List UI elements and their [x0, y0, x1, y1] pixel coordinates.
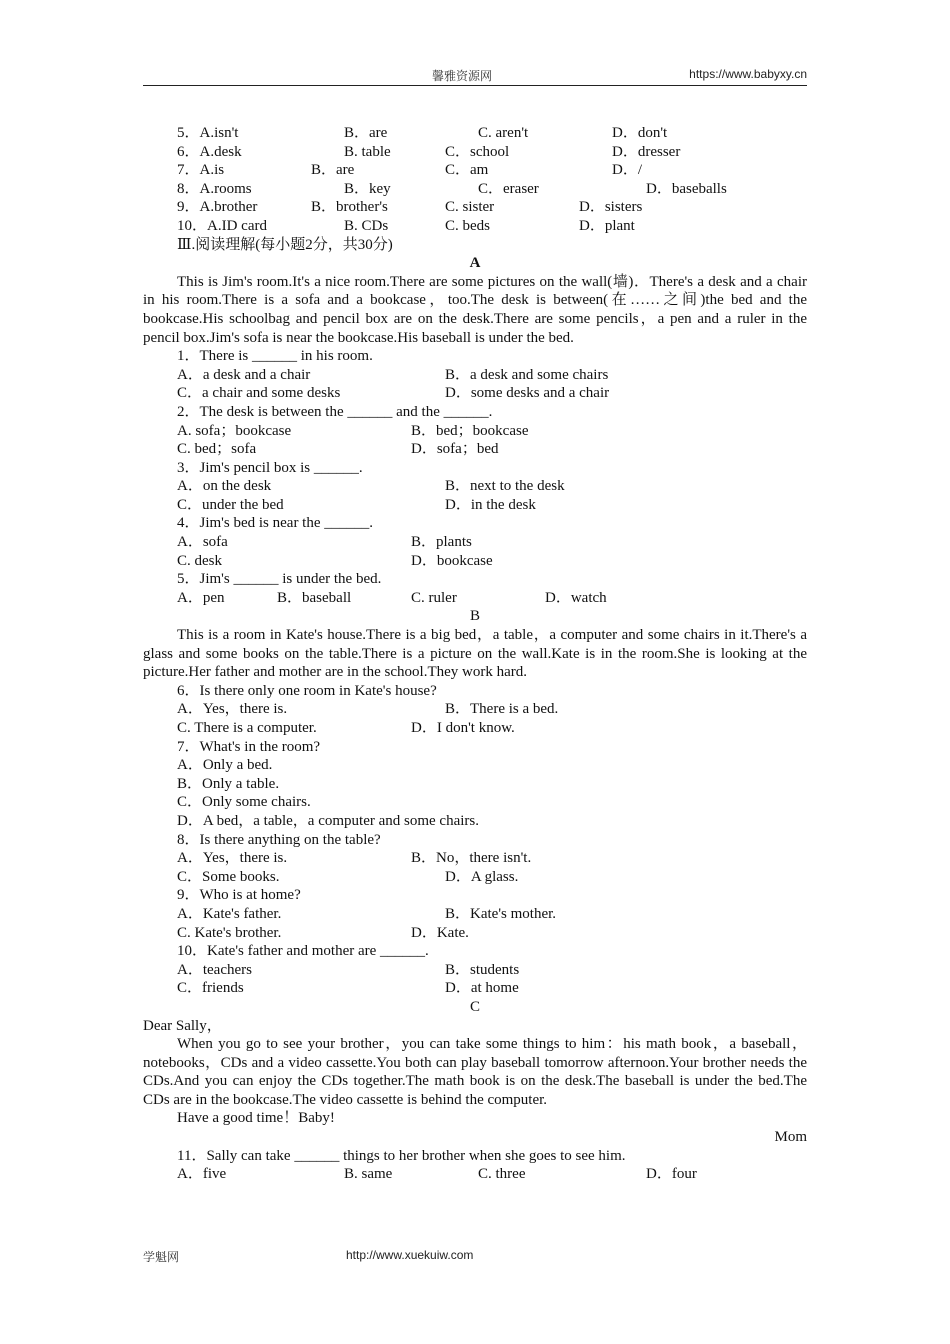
option-c: C．under the bed: [177, 496, 284, 513]
option-a: 6．A.desk: [177, 143, 242, 160]
footer-site-name: 学魁网: [143, 1250, 180, 1264]
option-a: 7．A.is: [177, 162, 225, 179]
option-row: [143, 868, 807, 887]
option-c: C. beds: [445, 217, 490, 234]
option-b: B. table: [344, 143, 391, 160]
option-c: C. three: [478, 1166, 526, 1183]
option-c: C. desk: [177, 552, 222, 569]
option-c: C. aren't: [478, 125, 529, 141]
option-d: D．plant: [579, 217, 635, 234]
option-d: D．sisters: [579, 199, 643, 216]
option-b: B. same: [344, 1166, 393, 1183]
letter-signature: Mom: [774, 1129, 807, 1146]
passage-c-text: When you go to see your brother，you can take some things to him：his math book，a baseball，notebooks，CDs and a video cassette.You both can play baseball tomorrow afternoon.Your brother needs the CDs.And you can enjoy the CDs together.The math book is on the desk.The baseball is under the bed.The CDs are in the bookcase.The video cassette is behind the computer.: [143, 1036, 807, 1108]
header-rule: [143, 85, 807, 86]
question-stem: 7．What's in the room?: [177, 738, 321, 755]
option-row: [143, 905, 807, 924]
option-a: 10．A.ID card: [177, 217, 267, 234]
letter-closing: Have a good time！Baby!: [177, 1110, 335, 1127]
footer-url: http://www.xuekuiw.com: [346, 1248, 474, 1262]
option-row: [143, 496, 807, 515]
passage-b-label: B: [469, 608, 480, 625]
option-row: [143, 924, 807, 943]
option-c: C．friends: [177, 980, 244, 997]
option-b: B．No，there isn't.: [411, 850, 532, 867]
option-d: D．Kate.: [411, 924, 469, 941]
option-a: 9．A.brother: [177, 199, 258, 216]
option-b: B. CDs: [344, 217, 389, 234]
option-row: [143, 849, 807, 868]
question-stem: 9．Who is at home?: [177, 887, 301, 904]
option-row: [143, 440, 807, 459]
question-stem: 6．Is there only one room in Kate's house?: [177, 682, 437, 699]
option-b: B．bed；bookcase: [411, 422, 529, 439]
question-stem: 4．Jim's bed is near the ______.: [177, 515, 374, 532]
option-a: 8．A.rooms: [177, 180, 252, 197]
option-d: D．A bed，a table，a computer and some chairs.: [177, 812, 479, 829]
passage-a-text: This is Jim's room.It's a nice room.There are some pictures on the wall(墙)．There's a desk and a chair in his room.There is a sofa and a bookcase，too.The desk is between(在……之间)the bed and the bookcase.His schoolbag and pencil box are on the desk.There are some pencils，a pen and a ruler in the pencil box.Jim's sofa is near the bookcase.His baseball is under the bed.: [143, 273, 807, 346]
option-d: D．some desks and a chair: [445, 385, 610, 402]
question-stem: 3．Jim's pencil box is ______.: [177, 459, 363, 476]
option-b: B．a desk and some chairs: [445, 366, 609, 383]
passage-a-label: A: [469, 255, 481, 272]
question-stem: 2．The desk is between the ______ and the ______.: [177, 403, 493, 420]
option-c: C. sister: [445, 199, 495, 216]
option-a: A．on the desk: [177, 478, 272, 495]
option-b: B．plants: [411, 534, 472, 551]
option-b: B．brother's: [311, 199, 388, 216]
option-row: [143, 979, 807, 998]
passage-b-text: This is a room in Kate's house.There is a big bed，a table，a computer and some chairs in it.There's a glass and some books on the table.There is a picture on the wall.Kate is in the room.She is looking at the picture.Her father and mother are in the school.They work hard.: [143, 627, 807, 681]
option-row: [143, 700, 807, 719]
option-b: B．key: [344, 180, 391, 197]
option-a: A．five: [177, 1166, 227, 1183]
question-stem: 8．Is there anything on the table?: [177, 831, 381, 848]
option-d: D．watch: [545, 589, 607, 606]
option-a: 5．A.isn't: [177, 125, 239, 141]
option-row: [143, 719, 807, 738]
option-a: A．a desk and a chair: [177, 366, 311, 383]
option-c: C．eraser: [478, 180, 539, 197]
question-stem: 10．Kate's father and mother are ______.: [177, 943, 429, 960]
cloze-option-row: [143, 143, 807, 162]
option-d: D．baseballs: [646, 180, 727, 197]
option-row: [143, 533, 807, 552]
option-d: D．/: [612, 162, 643, 179]
option-row: [143, 552, 807, 571]
option-a: A．Yes，there is.: [177, 850, 288, 867]
option-c: C. Kate's brother.: [177, 924, 282, 941]
option-a: A．Kate's father.: [177, 905, 282, 922]
option-a: A．Only a bed.: [177, 757, 273, 774]
option-a: A．pen: [177, 589, 225, 606]
cloze-option-row: [143, 198, 807, 217]
option-b: B．Only a table.: [177, 775, 280, 792]
section-title: Ⅲ.阅读理解(每小题2分，共30分): [177, 236, 393, 253]
cloze-option-row: [143, 180, 807, 199]
option-b: B．next to the desk: [445, 478, 565, 495]
cloze-option-row: [143, 217, 807, 236]
option-d: D．in the desk: [445, 496, 536, 513]
header-url: https://www.babyxy.cn: [689, 67, 807, 81]
passage-c-label: C: [469, 998, 480, 1015]
option-b: B．Kate's mother.: [445, 905, 557, 922]
option-row: [143, 477, 807, 496]
option-row: [143, 384, 807, 403]
option-d: D．don't: [612, 125, 668, 141]
option-d: D．bookcase: [411, 552, 493, 569]
option-d: D．I don't know.: [411, 720, 515, 736]
option-c: C. ruler: [411, 589, 457, 606]
option-c: C. There is a computer.: [177, 720, 317, 736]
option-a: A．teachers: [177, 961, 252, 978]
question-stem: 11．Sally can take ______ things to her brother when she goes to see him.: [177, 1147, 626, 1164]
option-c: C．am: [445, 162, 489, 179]
option-row: [143, 961, 807, 980]
option-row: [143, 589, 807, 608]
option-d: D．A glass.: [445, 868, 519, 885]
header-site-name: 馨雅资源网: [431, 69, 492, 83]
option-c: C．a chair and some desks: [177, 385, 341, 402]
option-d: D．dresser: [612, 143, 681, 160]
option-b: B．are: [311, 162, 355, 179]
option-row: [143, 422, 807, 441]
cloze-option-row: [143, 161, 807, 180]
document-body: [143, 124, 807, 1184]
option-a: A．sofa: [177, 534, 228, 551]
option-d: D．at home: [445, 980, 519, 997]
option-a: A．Yes，there is.: [177, 701, 288, 718]
option-b: B．baseball: [277, 589, 352, 606]
option-c: C. bed；sofa: [177, 441, 257, 458]
option-c: C．Some books.: [177, 868, 280, 885]
question-stem: 1．There is ______ in his room.: [177, 348, 373, 365]
option-d: D．sofa；bed: [411, 441, 499, 458]
cloze-option-row: [143, 124, 807, 143]
option-b: B．are: [344, 125, 388, 141]
letter-greeting: Dear Sally，: [143, 1017, 222, 1034]
option-row: [143, 366, 807, 385]
option-c: C．school: [445, 143, 510, 160]
option-b: B．students: [445, 961, 520, 978]
option-a: A. sofa；bookcase: [177, 422, 292, 439]
option-row: [143, 1165, 807, 1184]
option-c: C．Only some chairs.: [177, 794, 311, 811]
question-stem: 5．Jim's ______ is under the bed.: [177, 571, 382, 588]
option-d: D．four: [646, 1166, 697, 1183]
option-b: B．There is a bed.: [445, 701, 559, 718]
